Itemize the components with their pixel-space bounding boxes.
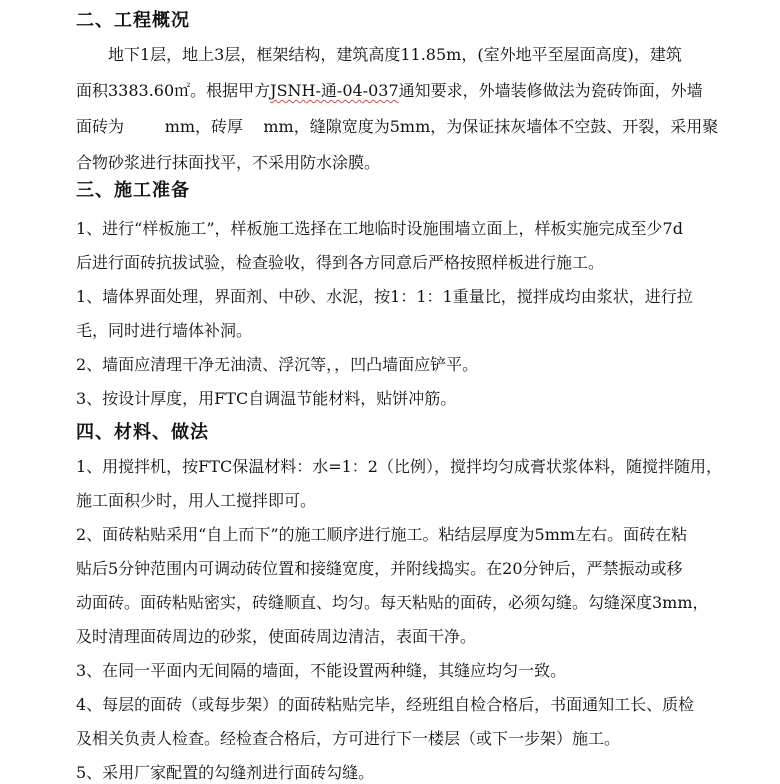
section-title-preparation: 三、施工准备 [76, 180, 190, 201]
overview-line-3: 面砖为 mm，砖厚 mm，缝隙宽度为5mm，为保证抹灰墙体不空鼓、开裂，采用聚 [76, 117, 719, 136]
preparation-line-6: 3、按设计厚度，用FTC自调温节能材料，贴饼冲筋。 [76, 389, 457, 408]
materials-line-2: 施工面积少时，用人工搅拌即可。 [76, 491, 317, 510]
materials-line-10: 5、采用厂家配置的勾缝剂进行面砖勾缝。 [76, 763, 375, 782]
preparation-line-1: 1、进行“样板施工”，样板施工选择在工地临时设施围墙立面上，样板实施完成至少7d [76, 219, 683, 238]
preparation-line-2: 后进行面砖抗拔试验，检查验收，得到各方同意后严格按照样板进行施工。 [76, 253, 605, 272]
preparation-line-5: 2、墙面应清理干净无油渍、浮沉等，，凹凸墙面应铲平。 [76, 355, 479, 374]
materials-line-9: 及相关负责人检查。经检查合格后，方可进行下一楼层（或下一步架）施工。 [76, 729, 621, 748]
preparation-line-4: 毛，同时进行墙体补洞。 [76, 321, 253, 340]
materials-line-6: 及时清理面砖周边的砂浆，使面砖周边清洁，表面干净。 [76, 627, 477, 646]
overview-line-2-start: 面积3383.60㎡。根据甲方 [76, 81, 271, 100]
materials-line-4: 贴后5分钟范围内可调动砖位置和接缝宽度，并附线捣实。在20分钟后，严禁振动或移 [76, 559, 683, 578]
preparation-line-3: 1、墙体界面处理，界面剂、中砂、水泥，按1：1：1重量比，搅拌成均由浆状，进行拉 [76, 287, 693, 306]
overview-line-1: 地下1层，地上3层，框架结构，建筑高度11.85m，(室外地平至屋面高度)，建筑 [108, 45, 682, 64]
materials-line-8: 4、每层的面砖（或每步架）的面砖粘贴完毕，经班组自检合格后，书面通知工长、质检 [76, 695, 695, 714]
materials-line-7: 3、在同一平面内无间隔的墙面，不能设置两种缝，其缝应均匀一致。 [76, 661, 567, 680]
overview-line-4: 合物砂浆进行抹面找平，不采用防水涂膜。 [76, 153, 381, 172]
section-title-materials: 四、材料、做法 [76, 422, 209, 443]
section-title-overview: 二、工程概况 [76, 10, 190, 31]
materials-line-1: 1、用搅拌机，按FTC保温材料：水=1：2（比例），搅拌均匀成膏状浆体料，随搅拌随用， [76, 457, 722, 476]
document-code: JSNH-通-04-037 [270, 81, 399, 100]
materials-line-5: 动面砖。面砖粘贴密实，砖缝顺直、均匀。每天粘贴的面砖，必须勾缝。勾缝深度3mm， [76, 593, 709, 612]
overview-line-2-end: 通知要求，外墙装修做法为瓷砖饰面，外墙 [398, 81, 703, 100]
overview-line-2 [76, 76, 776, 106]
materials-line-3: 2、面砖粘贴采用“自上而下”的施工顺序进行施工。粘结层厚度为5mm左右。面砖在粘 [76, 525, 688, 544]
